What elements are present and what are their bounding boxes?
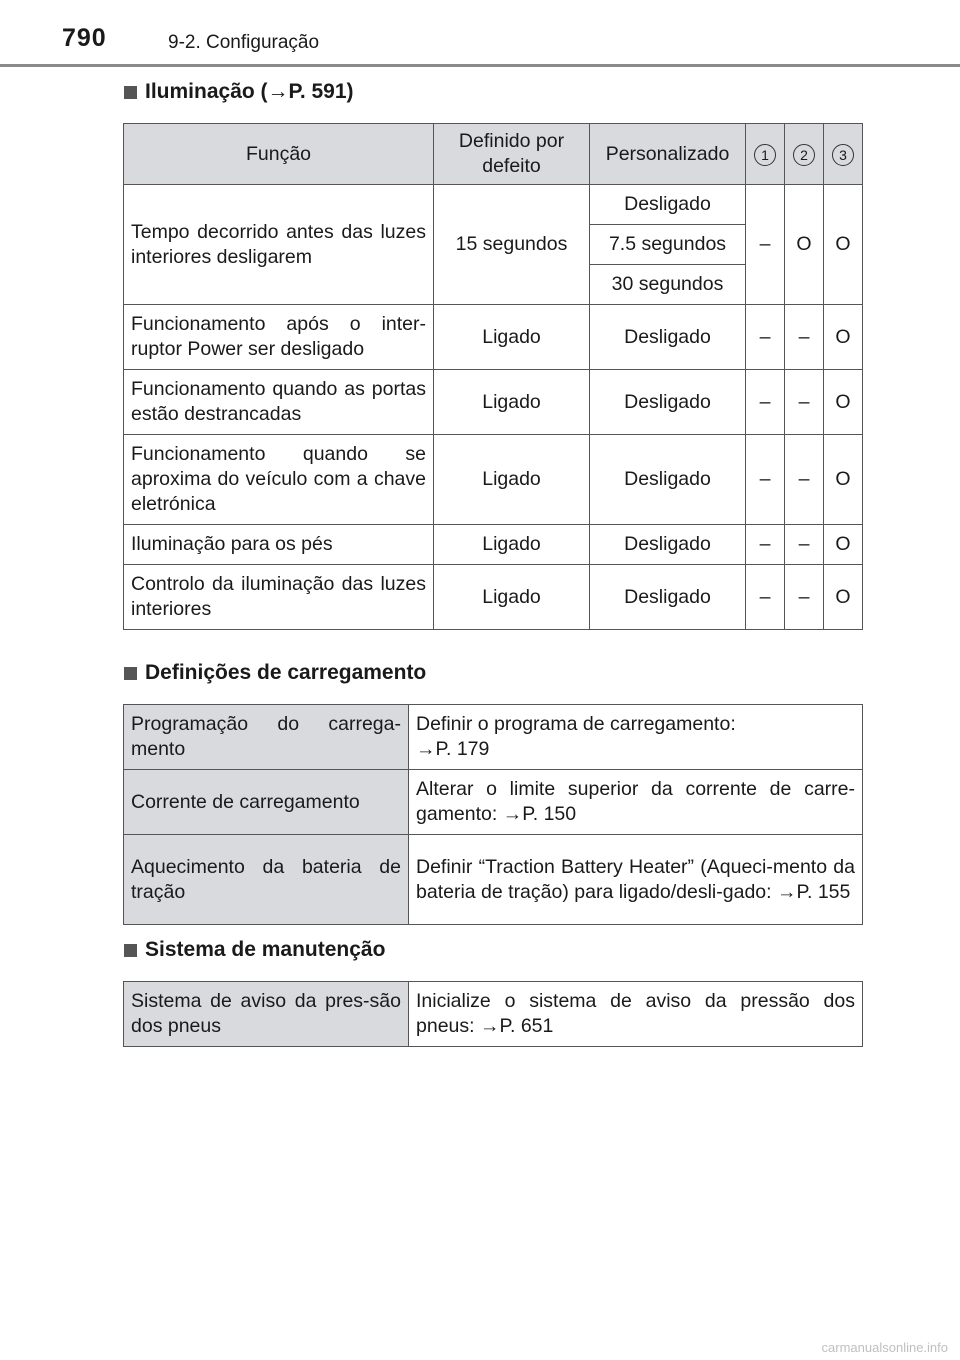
section-label: 9-2. Configuração [168,32,320,53]
charging-heading [124,661,426,685]
description-text: Definir o programa de carregamento: [416,713,736,735]
table-row [124,982,863,1047]
column-header-2 [785,124,824,185]
setting-3-cell: O [824,370,863,435]
table-row [124,770,863,835]
column-header-function: Função [124,124,434,185]
reference-arrow-icon: → [479,1015,500,1037]
lighting-heading-prefix: Iluminação ( [145,80,268,103]
custom-cell: Desligado [590,185,746,225]
setting-3-cell: O [824,305,863,370]
reference-arrow-icon: → [776,880,797,903]
setting-2-cell: – [785,435,824,525]
custom-cell: Desligado [590,305,746,370]
custom-cell: Desligado [590,435,746,525]
table-header-row [124,124,863,185]
custom-cell: 7.5 segundos [590,225,746,265]
square-bullet-icon [124,667,137,680]
page-reference: P. 155 [796,880,851,903]
setting-2-cell: O [785,185,824,305]
setting-label-cell: Aquecimento da bateria de tração [124,835,409,925]
maintenance-heading [124,938,385,962]
setting-2-cell: – [785,525,824,565]
square-bullet-icon [124,944,137,957]
circled-number-1-icon: 1 [754,144,776,166]
custom-cell: Desligado [590,370,746,435]
square-bullet-icon [124,86,137,99]
circled-number-2-icon: 2 [793,144,815,166]
table-row [124,705,863,770]
setting-description-cell [409,770,863,835]
page-reference: P. 179 [435,738,490,760]
default-cell: Ligado [434,565,590,630]
table-row [124,370,863,435]
column-header-default: Definido por defeito [434,124,590,185]
table-row [124,835,863,925]
table-row [124,525,863,565]
setting-1-cell: – [746,525,785,565]
setting-label-cell: Corrente de carregamento [124,770,409,835]
custom-cell: 30 segundos [590,265,746,305]
description-text: Inicialize o sistema de aviso da pressão dos pneus: [416,990,855,1037]
setting-3-cell: O [824,435,863,525]
reference-arrow-icon: → [416,738,436,760]
default-cell: Ligado [434,305,590,370]
setting-description-cell [409,705,863,770]
charging-table [123,704,863,925]
table-row [124,305,863,370]
lighting-heading [124,80,354,104]
setting-1-cell: – [746,370,785,435]
function-cell: Iluminação para os pés [124,525,434,565]
function-cell: Funcionamento quando se aproxima do veículo com a chave eletrónica [124,435,434,525]
function-cell: Funcionamento quando as portas estão destrancadas [124,370,434,435]
column-header-1 [746,124,785,185]
page-number: 790 [62,24,107,52]
default-cell: Ligado [434,435,590,525]
setting-1-cell: – [746,185,785,305]
watermark: carmanualsonline.info [821,1340,948,1355]
table-row [124,435,863,525]
custom-cell: Desligado [590,565,746,630]
maintenance-heading-text: Sistema de manutenção [145,938,386,961]
setting-1-cell: – [746,305,785,370]
setting-1-cell: – [746,435,785,525]
default-cell: 15 segundos [434,185,590,305]
column-header-3 [824,124,863,185]
maintenance-table [123,981,863,1047]
setting-label-cell: Programação do carrega-mento [124,705,409,770]
table-row [124,565,863,630]
function-cell: Controlo da iluminação das luzes interiores [124,565,434,630]
function-cell: Tempo decorrido antes das luzes interiores desligarem [124,185,434,305]
page-reference: P. 150 [522,803,577,825]
custom-cell: Desligado [590,525,746,565]
charging-heading-text: Definições de carregamento [145,661,427,684]
header-rule [0,64,960,67]
function-cell: Funcionamento após o inter-ruptor Power ser desligado [124,305,434,370]
setting-label-cell: Sistema de aviso da pres-são dos pneus [124,982,409,1047]
reference-arrow-icon: → [267,80,289,103]
default-cell: Ligado [434,370,590,435]
default-cell: Ligado [434,525,590,565]
setting-3-cell: O [824,565,863,630]
description-text: Alterar o limite superior da corrente de carre-gamento: [416,778,855,825]
setting-1-cell: – [746,565,785,630]
lighting-heading-suffix: ) [346,80,354,103]
circled-number-3-icon: 3 [832,144,854,166]
setting-description-cell [409,835,863,925]
reference-arrow-icon: → [502,803,523,825]
setting-3-cell: O [824,525,863,565]
setting-3-cell: O [824,185,863,305]
setting-2-cell: – [785,305,824,370]
setting-description-cell [409,982,863,1047]
table-row [124,185,863,225]
setting-2-cell: – [785,370,824,435]
description-text: Definir “Traction Battery Heater” (Aqueci-mento da bateria de tração) para ligado/desli-gado: [416,855,855,903]
lighting-table [123,123,863,630]
page-reference: P. 651 [499,1015,554,1037]
setting-2-cell: – [785,565,824,630]
column-header-custom: Personalizado [590,124,746,185]
lighting-heading-ref: P. 591 [288,80,347,103]
